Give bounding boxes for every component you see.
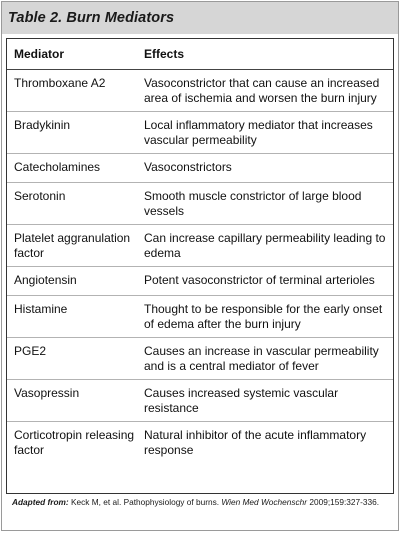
table-row bbox=[7, 267, 393, 296]
effects-cell: Natural inhibitor of the acute inflammatory response bbox=[144, 428, 367, 457]
effects-cell: Can increase capillary permeability leading to edema bbox=[144, 231, 386, 260]
table-title: Table 2. Burn Mediators bbox=[8, 10, 175, 26]
table-row bbox=[7, 70, 393, 112]
table-row bbox=[7, 154, 393, 183]
table-row bbox=[7, 296, 393, 338]
mediator-cell: Catecholamines bbox=[14, 160, 101, 174]
mediator-cell: Platelet aggranulation factor bbox=[14, 231, 131, 260]
footnote-journal: Wien Med Wochenschr bbox=[221, 497, 308, 507]
mediator-cell: Corticotropin releasing factor bbox=[14, 428, 135, 457]
table-row bbox=[7, 380, 393, 422]
mediator-cell: Bradykinin bbox=[14, 118, 71, 132]
footnote-citation: 2009;159:327-336. bbox=[307, 497, 380, 507]
effects-cell: Smooth muscle constrictor of large blood vessels bbox=[144, 189, 362, 218]
table-row bbox=[7, 422, 393, 464]
mediator-cell: Serotonin bbox=[14, 189, 66, 203]
table-row bbox=[7, 183, 393, 225]
footnote-text: Keck M, et al. Pathophysiology of burns. bbox=[68, 497, 222, 507]
mediator-cell: Thromboxane A2 bbox=[14, 76, 106, 90]
effects-cell: Vasoconstrictors bbox=[144, 160, 232, 174]
effects-cell: Local inflammatory mediator that increases vascular permeability bbox=[144, 118, 373, 147]
header-effects: Effects bbox=[144, 47, 185, 61]
mediator-cell: PGE2 bbox=[14, 344, 47, 358]
effects-cell: Causes an increase in vascular permeability and is a central mediator of fever bbox=[144, 344, 379, 373]
effects-cell: Thought to be responsible for the early onset of edema after the burn injury bbox=[144, 302, 383, 331]
effects-cell: Potent vasoconstrictor of terminal arterioles bbox=[144, 273, 375, 287]
table-row bbox=[7, 225, 393, 267]
table-row bbox=[7, 338, 393, 380]
mediator-cell: Angiotensin bbox=[14, 273, 77, 287]
effects-cell: Causes increased systemic vascular resistance bbox=[144, 386, 339, 415]
table-header-row bbox=[7, 39, 393, 70]
footnote-label: Adapted from: bbox=[12, 497, 69, 507]
table-row bbox=[7, 112, 393, 154]
table-title-bar bbox=[2, 2, 398, 34]
mediator-cell: Vasopressin bbox=[14, 386, 80, 400]
header-mediator: Mediator bbox=[14, 47, 65, 61]
mediator-cell: Histamine bbox=[14, 302, 68, 316]
effects-cell: Vasoconstrictor that can cause an increased area of ischemia and worsen the burn injury bbox=[144, 76, 380, 105]
table-panel bbox=[1, 1, 399, 531]
mediators-table bbox=[6, 38, 394, 494]
table-body bbox=[7, 70, 393, 464]
footnote bbox=[12, 496, 392, 508]
